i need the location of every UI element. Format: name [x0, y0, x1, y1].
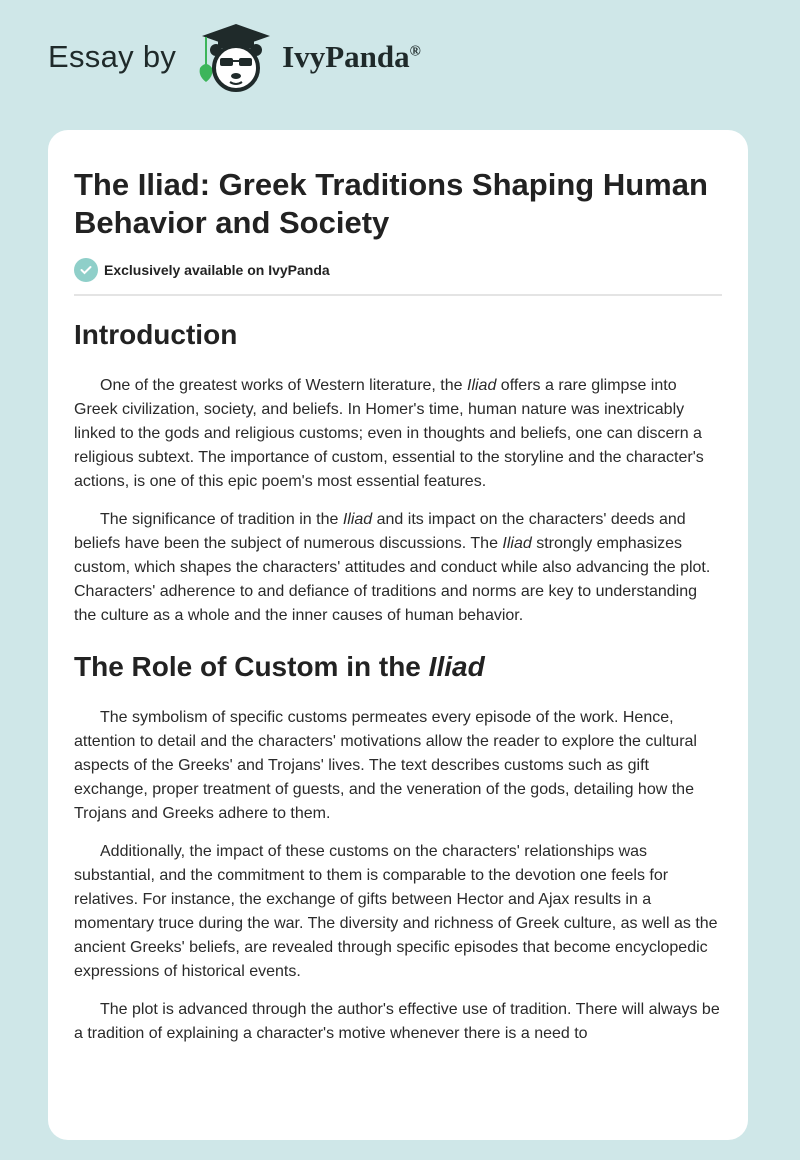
text-segment: Additionally, the impact of these customs on the characters' relationships was substantial, and the commitment to them is comparable to the devotion one feels for relatives. For instance, the exchange of gifts between Hector and Ajax results in a momentary truce during the war. The diversity and richness of Greek culture, as well as the ancient Greeks' beliefs, are revealed through specific episodes that become encyclopedic expressions of historical events. — [74, 843, 718, 980]
exclusive-label: Exclusively available on IvyPanda — [104, 262, 330, 278]
text-segment: strongly emphasizes custom, which shapes the characters' attitudes and conduct while also advancing the plot. Characters' adherence to and defiance of traditions and norms are key to understanding the culture as a whole and the inner causes of human behavior. — [74, 535, 711, 624]
paragraph — [74, 706, 722, 826]
italic-title: Iliad — [428, 651, 485, 682]
italic-title: Iliad — [467, 377, 497, 394]
text-segment: Introduction — [74, 319, 238, 350]
registered-mark: ® — [409, 43, 421, 60]
brand-header[interactable] — [48, 32, 421, 82]
essay-body — [74, 318, 722, 1046]
section-heading — [74, 318, 722, 352]
paragraph — [74, 840, 722, 984]
text-segment: The Role of Custom in the — [74, 651, 429, 682]
section-heading — [74, 650, 722, 684]
italic-title: Iliad — [342, 511, 373, 528]
text-segment: One of the greatest works of Western literature, the — [100, 377, 467, 394]
divider — [74, 294, 722, 296]
text-segment: The symbolism of specific customs permeates every episode of the work. Hence, attention to detail and the characters' motivations allow the reader to explore the cultural aspects of the Greeks' and Trojans' lives. The text describes customs such as gift exchange, proper treatment of guests, and the veneration of the gods, detailing how the Trojans and Greeks adhere to them. — [74, 709, 697, 822]
ivypanda-logo-icon — [194, 20, 274, 94]
italic-title: Iliad — [502, 535, 532, 552]
brand-name: IvyPanda — [282, 39, 410, 74]
text-segment: offers a rare glimpse into Greek civilization, society, and beliefs. In Homer's time, human nature was inextricably linked to the gods and religious customs; even in thoughts and beliefs, one can discern a religious subtext. The importance of custom, essential to the storyline and the character's actions, is one of this epic poem's most essential features. — [74, 377, 704, 490]
check-circle-icon — [74, 258, 98, 282]
exclusive-badge — [74, 258, 722, 282]
paragraph — [74, 998, 722, 1046]
text-segment: The plot is advanced through the author's effective use of tradition. There will always be a tradition of explaining a character's motive whenever there is a need to — [74, 1001, 720, 1042]
ivypanda-wordmark — [282, 39, 421, 75]
essay-card — [48, 130, 748, 1140]
text-segment: and its impact on the characters' deeds and beliefs have been the subject of numerous discussions. The — [74, 511, 686, 552]
text-segment: The significance of tradition in the — [100, 511, 343, 528]
paragraph — [74, 508, 722, 628]
paragraph — [74, 374, 722, 494]
essay-title: The Iliad: Greek Traditions Shaping Human Behavior and Society — [74, 167, 708, 240]
essay-by-label: Essay by — [48, 39, 177, 74]
